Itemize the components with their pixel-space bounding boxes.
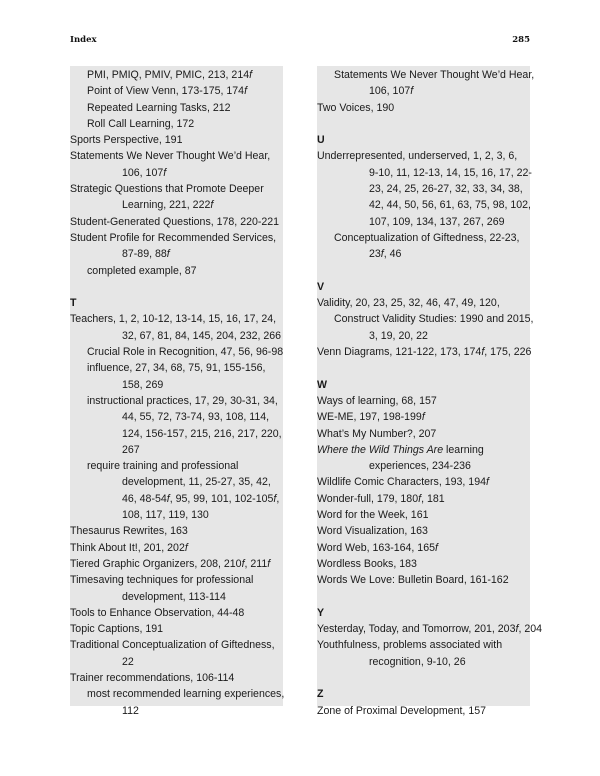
entry-text: , 204 — [518, 623, 542, 636]
italic-text: f — [485, 476, 489, 489]
italic-text: f — [418, 492, 422, 505]
figure-marker: f — [434, 541, 438, 554]
index-entry — [317, 556, 530, 572]
italic-text: f — [273, 492, 277, 505]
index-entry-continuation — [70, 491, 283, 507]
index-entry-continuation — [70, 246, 283, 262]
index-subentry — [317, 67, 535, 83]
index-subentry — [70, 100, 283, 116]
index-entry — [70, 605, 283, 621]
entry-text: Zone of Proximal Development, 157 — [317, 704, 486, 717]
entry-text: 42, 44, 50, 56, 61, 63, 75, 98, 102, — [369, 199, 531, 212]
index-entry — [317, 295, 530, 311]
entry-text: Word Visualization, 163 — [317, 525, 428, 538]
italic-text: f — [515, 623, 519, 636]
index-entry — [317, 393, 530, 409]
section-spacer — [317, 116, 530, 132]
index-entry — [70, 181, 283, 197]
entry-text: Roll Call Learning, 172 — [87, 117, 195, 130]
index-entry-continuation — [70, 197, 283, 213]
figure-marker: f — [421, 411, 425, 424]
italic-text: f — [481, 346, 485, 359]
index-entry — [70, 540, 283, 556]
entry-text: require training and professional — [87, 460, 239, 473]
section-spacer — [317, 360, 530, 376]
entry-text: , 175, 226 — [484, 346, 532, 359]
entry-text: 87-89, 88 — [122, 248, 167, 261]
index-entry — [317, 442, 530, 458]
index-entry — [317, 572, 530, 588]
entry-text: Wildlife Comic Characters, 193, 194 — [317, 476, 486, 489]
entry-text: Wordless Books, 183 — [317, 557, 417, 570]
figure-marker: f — [410, 85, 414, 98]
entry-text: Construct Validity Studies: 1990 and 2015, — [334, 313, 534, 326]
entry-text: Words We Love: Bulletin Board, 161-162 — [317, 574, 509, 587]
entry-text: 107, 109, 134, 137, 267, 269 — [369, 215, 505, 228]
index-entry — [70, 230, 283, 246]
figure-marker: f — [210, 199, 214, 212]
section-spacer — [317, 263, 530, 279]
index-entry — [317, 637, 530, 653]
index-entry-continuation — [70, 703, 283, 719]
entry-text: Conceptualization of Giftedness, 22-23, — [334, 231, 520, 244]
index-entry — [70, 523, 283, 539]
entry-text: Topic Captions, 191 — [70, 623, 164, 636]
entry-text: 124, 156-157, 215, 216, 217, 220, — [122, 427, 282, 440]
section-letter-heading: W — [317, 378, 327, 391]
entry-text: instructional practices, 17, 29, 30-31, 34, — [87, 394, 278, 407]
entry-text: 106, 107 — [369, 85, 411, 98]
index-entry — [70, 670, 283, 686]
entry-text: Trainer recommendations, 106-114 — [70, 671, 235, 684]
index-entry-continuation — [317, 197, 530, 213]
index-entry — [317, 540, 530, 556]
index-entry — [317, 426, 530, 442]
italic-text: f — [267, 557, 271, 570]
index-entry — [70, 621, 283, 637]
entry-text: 112 — [122, 704, 139, 717]
index-entry-continuation — [70, 442, 283, 458]
entry-text: 9-10, 11, 12-13, 14, 15, 16, 17, 22- — [369, 166, 532, 179]
index-entry-continuation — [70, 426, 283, 442]
entry-text: Crucial Role in Recognition, 47, 56, 96-98 — [87, 346, 284, 359]
entry-text: Tools to Enhance Observation, 44-48 — [70, 606, 245, 619]
index-entry-continuation — [70, 589, 283, 605]
index-subentry — [317, 230, 530, 246]
index-entry-continuation — [70, 474, 283, 490]
index-entry — [317, 409, 530, 425]
page-header — [70, 35, 530, 49]
running-head-title: Index — [70, 35, 97, 45]
entry-text: Student Profile for Recommended Services, — [70, 231, 277, 244]
entry-text: 22 — [122, 655, 134, 668]
section-spacer — [70, 279, 283, 295]
entry-text: Word Web, 163-164, 165 — [317, 541, 435, 554]
index-subentry — [70, 263, 283, 279]
index-entry-continuation — [317, 165, 530, 181]
entry-text: Wonder-full, 179, 180 — [317, 492, 419, 505]
entry-text: Repeated Learning Tasks, 212 — [87, 101, 231, 114]
index-subentry — [70, 83, 283, 99]
entry-text: PMI, PMIQ, PMIV, PMIC, 213, 214 — [87, 69, 250, 81]
figure-marker: f — [184, 541, 188, 554]
entry-text: 23 — [369, 248, 381, 261]
entry-text: Statements We Never Thought We’d Hear, — [70, 150, 271, 163]
entry-text: 158, 269 — [122, 378, 164, 391]
index-entry-continuation — [70, 165, 283, 181]
index-entry — [317, 507, 530, 523]
index-entry — [70, 572, 283, 588]
figure-marker: f — [249, 69, 253, 81]
entry-text: Strategic Questions that Promote Deeper — [70, 183, 264, 196]
entry-text: development, 113-114 — [122, 590, 226, 603]
index-subentry — [70, 67, 283, 83]
index-entry — [70, 148, 283, 164]
section-letter-heading: Y — [317, 606, 325, 619]
index-entry — [317, 621, 542, 637]
entry-text: Youthfulness, problems associated with — [317, 639, 503, 652]
section-letter-heading: U — [317, 134, 325, 147]
index-subentry — [317, 311, 534, 327]
entry-text: Ways of learning, 68, 157 — [317, 394, 437, 407]
entry-text: Underrepresented, underserved, 1, 2, 3, 6, — [317, 150, 518, 163]
entry-text: Traditional Conceptualization of Giftedness, — [70, 639, 275, 652]
index-column-left — [70, 66, 285, 717]
entry-text: , 95, 99, 101, 102-105 — [169, 492, 274, 505]
entry-text: , — [276, 492, 280, 505]
index-entry-continuation — [317, 181, 530, 197]
index-entry-continuation — [317, 214, 530, 230]
index-column-right — [317, 66, 542, 717]
index-entry-continuation — [317, 83, 530, 99]
figure-marker: f — [163, 166, 167, 179]
index-entry — [70, 132, 283, 148]
entry-text: completed example, 87 — [87, 264, 197, 277]
index-entry-continuation — [317, 458, 530, 474]
entry-text: Tiered Graphic Organizers, 208, 210 — [70, 557, 242, 570]
index-entry-continuation — [70, 377, 283, 393]
section-letter-heading: Z — [317, 688, 324, 701]
entry-text: 3, 19, 20, 22 — [369, 329, 428, 342]
index-subentry — [70, 344, 283, 360]
entry-text: What’s My Number?, 207 — [317, 427, 437, 440]
index-entry-continuation — [70, 507, 283, 523]
index-entry — [70, 637, 283, 653]
entry-text: experiences, 234-236 — [369, 460, 471, 473]
index-entry-continuation — [317, 246, 530, 262]
entry-text: Venn Diagrams, 121-122, 173, 174 — [317, 346, 482, 359]
entry-text: Think About It!, 201, 202 — [70, 541, 185, 554]
section-spacer — [317, 670, 530, 686]
entry-text: Learning, 221, 222 — [122, 199, 211, 212]
entry-text: Two Voices, 190 — [317, 101, 395, 114]
index-subentry — [70, 116, 283, 132]
italic-text: f — [380, 248, 384, 261]
index-entry — [317, 344, 530, 360]
index-entry — [317, 703, 530, 719]
index-entry — [317, 148, 530, 164]
entry-text: 106, 107 — [122, 166, 164, 179]
index-entry — [70, 311, 283, 327]
index-entry-continuation — [70, 409, 283, 425]
entry-text: Thesaurus Rewrites, 163 — [70, 525, 188, 538]
index-entry-continuation — [317, 654, 530, 670]
section-spacer — [317, 589, 530, 605]
index-entry — [70, 556, 283, 572]
index-entry-continuation — [317, 328, 530, 344]
entry-text: recognition, 9-10, 26 — [369, 655, 466, 668]
entry-text: Point of View Venn, 173-175, 174 — [87, 85, 245, 98]
figure-marker: f — [166, 248, 170, 261]
index-subentry — [70, 686, 283, 702]
index-entry-continuation — [70, 328, 283, 344]
entry-text: 23, 24, 25, 26-27, 32, 33, 34, 38, — [369, 183, 523, 196]
index-entry — [317, 100, 530, 116]
page-number: 285 — [512, 35, 530, 45]
index-entry — [317, 474, 530, 490]
index-entry-continuation — [70, 654, 283, 670]
index-subentry — [70, 360, 283, 376]
entry-text: , 181 — [421, 492, 445, 505]
entry-text: Timesaving techniques for professional — [70, 574, 254, 587]
section-letter-heading: V — [317, 280, 325, 293]
entry-text: , 211 — [244, 557, 268, 570]
index-entry — [70, 214, 283, 230]
entry-text: 108, 117, 119, 130 — [122, 509, 209, 522]
entry-text: Student-Generated Questions, 178, 220-221 — [70, 215, 280, 228]
index-entry — [317, 523, 530, 539]
entry-text: 267 — [122, 443, 140, 456]
entry-text: Teachers, 1, 2, 10-12, 13-14, 15, 16, 17, 24, — [70, 313, 277, 326]
section-letter-heading: T — [70, 297, 77, 310]
entry-text: learning — [443, 443, 484, 456]
entry-text: Yesterday, Today, and Tomorrow, 201, 203 — [317, 623, 516, 636]
entry-text: Word for the Week, 161 — [317, 509, 429, 522]
entry-text: 46, 48-54 — [122, 492, 167, 505]
index-subentry — [70, 393, 283, 409]
entry-text: , 46 — [383, 248, 402, 261]
entry-text: 44, 55, 72, 73-74, 93, 108, 114, — [122, 411, 270, 424]
italic-text: f — [241, 557, 245, 570]
entry-text: 32, 67, 81, 84, 145, 204, 232, 266 — [122, 329, 282, 342]
entry-text: Sports Perspective, 191 — [70, 134, 183, 147]
italic-text: Where the Wild Things Are — [317, 443, 444, 456]
entry-text: most recommended learning experiences, — [87, 688, 285, 701]
italic-text: f — [166, 492, 170, 505]
entry-text: influence, 27, 34, 68, 75, 91, 155-156, — [87, 362, 266, 375]
entry-text: WE-ME, 197, 198-199 — [317, 411, 422, 424]
entry-text: Validity, 20, 23, 25, 32, 46, 47, 49, 120, — [317, 297, 500, 310]
entry-text: Statements We Never Thought We’d Hear, — [334, 69, 535, 81]
entry-text: development, 11, 25-27, 35, 42, — [122, 476, 271, 489]
index-subentry — [70, 458, 283, 474]
figure-marker: f — [244, 85, 248, 98]
index-entry — [317, 491, 530, 507]
